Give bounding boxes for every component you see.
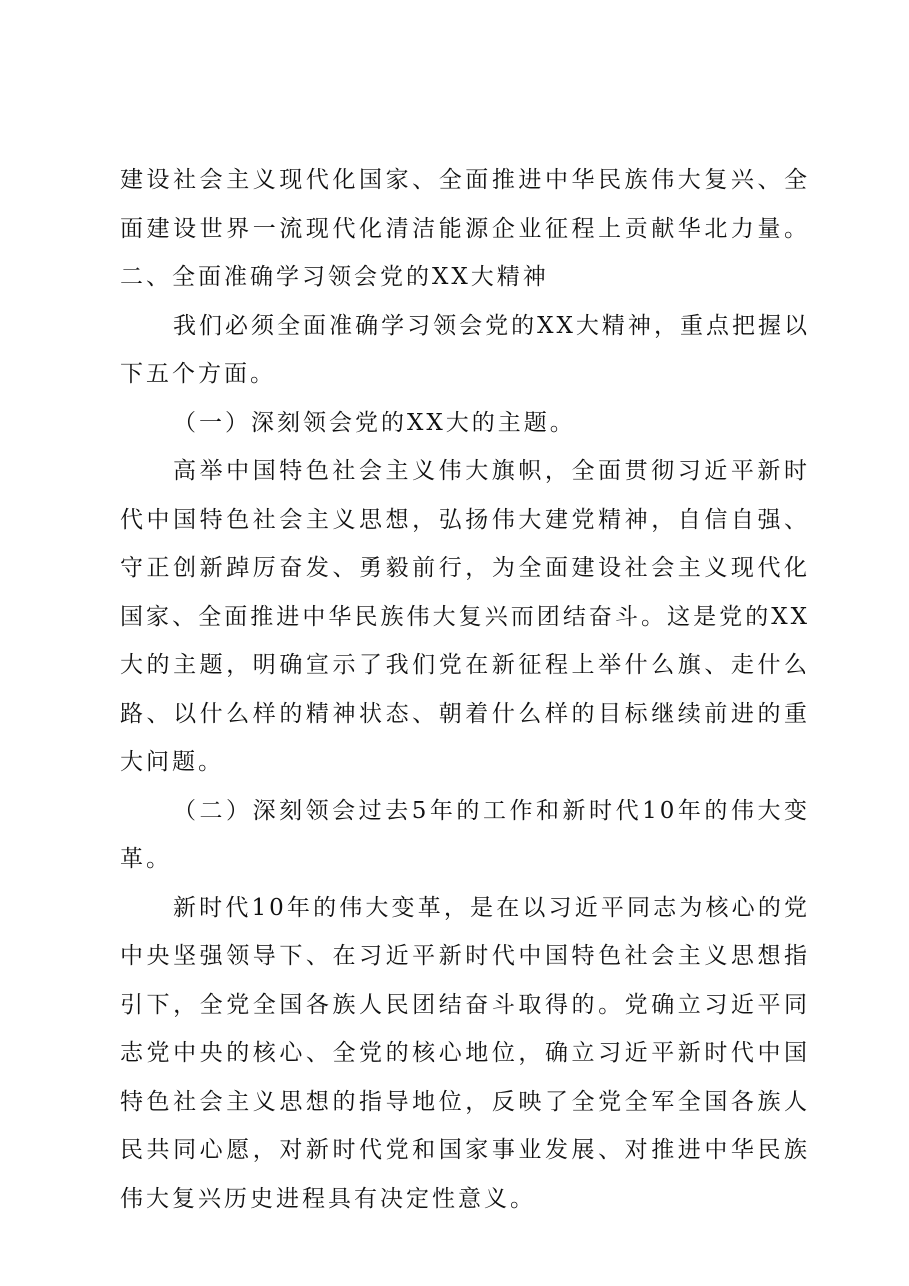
paragraph-change: 新时代10年的伟大变革，是在以习近平同志为核心的党中央坚强领导下、在习近平新时代中国特色社会主义思想指引下，全党全国各族人民团结奋斗取得的。党确立习近平同志党中央的核心、全党的核心地位，确立习近平新时代中国特色社会主义思想的指导地位，反映了全党全军全国各族人民共同心愿，对新时代党和国家事业发展、对推进中华民族伟大复兴历史进程具有决定性意义。 (120, 894, 810, 1212)
paragraph-continuation: 建设社会主义现代化国家、全面推进中华民族伟大复兴、全面建设世界一流现代化清洁能源企业征程上贡献华北力量。二、全面准确学习领会党的XX大精神 (120, 167, 810, 290)
section-heading-2: （二）深刻领会过去5年的工作和新时代10年的伟大变革。 (120, 797, 810, 872)
section-heading-1: （一）深刻领会党的XX大的主题。 (173, 409, 576, 436)
paragraph-intro: 我们必须全面准确学习领会党的XX大精神，重点把握以下五个方面。 (120, 312, 810, 387)
document-body (120, 156, 810, 1223)
paragraph-theme: 高举中国特色社会主义伟大旗帜，全面贯彻习近平新时代中国特色社会主义思想，弘扬伟大建党精神，自信自强、守正创新踔厉奋发、勇毅前行，为全面建设社会主义现代化国家、全面推进中华民族伟大复兴而团结奋斗。这是党的XX大的主题，明确宣示了我们党在新征程上举什么旗、走什么路、以什么样的精神状态、朝着什么样的目标继续前进的重大问题。 (120, 458, 810, 775)
